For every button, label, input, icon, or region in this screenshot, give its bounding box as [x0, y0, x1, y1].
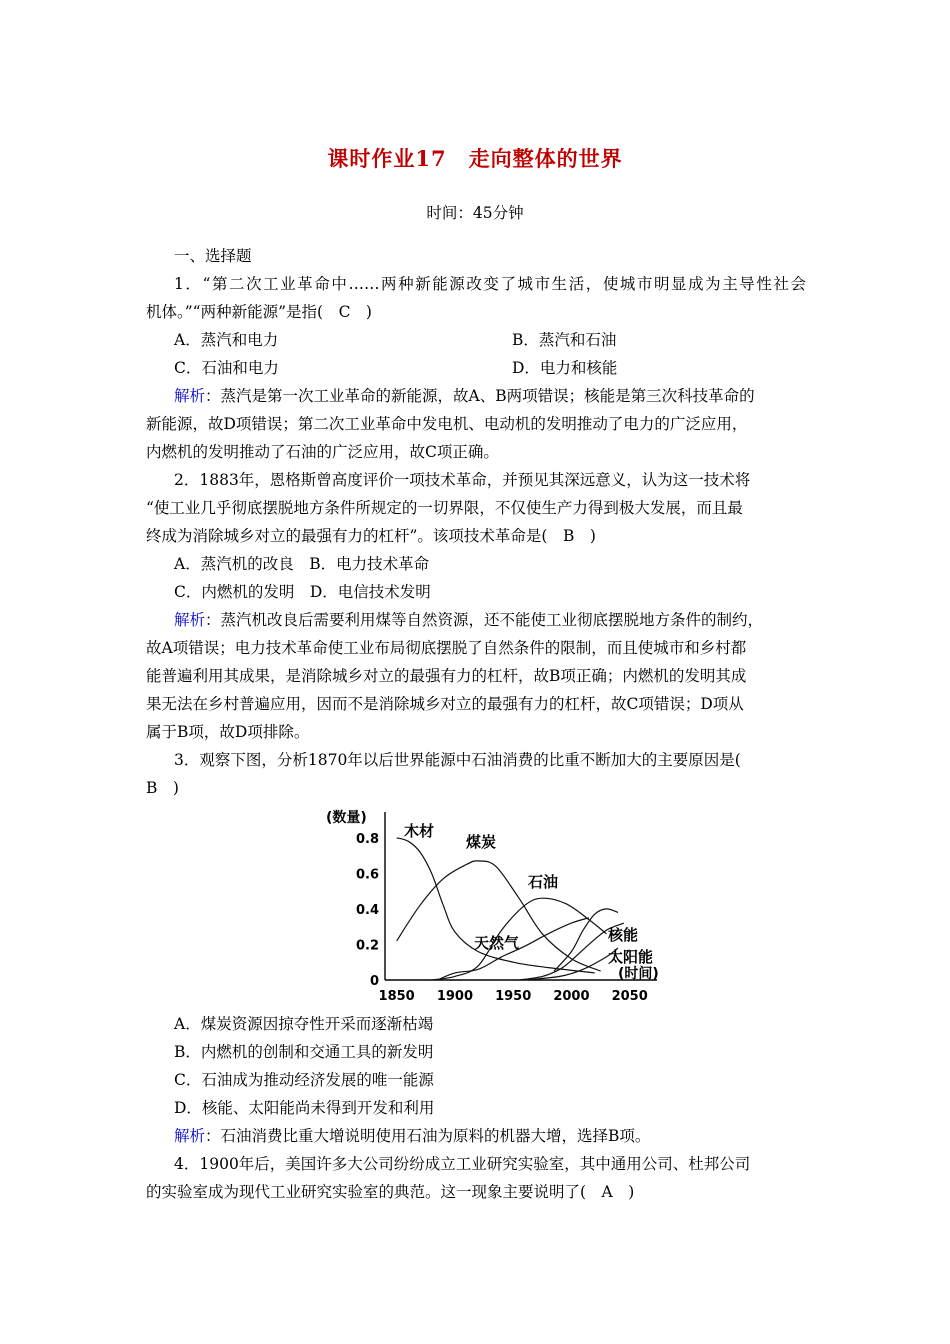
- series-line-2: [397, 861, 601, 971]
- y-tick-label: 0: [369, 974, 379, 989]
- energy-consumption-chart: [322, 802, 662, 1006]
- q1-stem-line2: 机体。”“两种新能源”是指( C ): [146, 303, 372, 321]
- q3-stem-line2: B ): [146, 779, 179, 797]
- q2-stem-line2: “使工业几乎彻底摆脱地方条件所规定的一切界限，不仅使生产力得到极大发展，而且最: [146, 499, 743, 517]
- section-heading: 一、选择题: [174, 247, 252, 265]
- x-tick-label: 1850: [378, 989, 415, 1004]
- y-tick-label: 0.8: [355, 831, 379, 847]
- y-tick-label: 0.6: [355, 867, 379, 883]
- analysis-label: 解析: [174, 387, 206, 405]
- q2-analysis-line5: 属于B项，故D项排除。: [146, 723, 310, 741]
- series-label: 太阳能: [608, 948, 654, 966]
- x-tick-label: 2050: [611, 989, 648, 1004]
- q2-analysis-line2: 故A项错误；电力技术革命使工业布局彻底摆脱了自然条件的限制，而且使城市和乡村都: [146, 639, 747, 657]
- analysis-label: 解析: [174, 1127, 206, 1145]
- x-tick-label: 1950: [495, 989, 532, 1004]
- q2-options-cd: C．内燃机的发明 D．电信技术发明: [174, 583, 431, 601]
- analysis-label: 解析: [174, 611, 206, 629]
- q2-analysis-line1: 解析：蒸汽机改良后需要利用煤等自然资源，还不能使工业彻底摆脱地方条件的制约，: [174, 611, 764, 629]
- series-label: 木材: [404, 822, 435, 840]
- q3-option-a: A．煤炭资源因掠夺性开采而逐渐枯竭: [174, 1015, 434, 1033]
- y-axis-title: (数量): [326, 810, 367, 826]
- q1-stem-line1: 1．“第二次工业革命中……两种新能源改变了城市生活，使城市明显成为主导性社会: [174, 275, 806, 293]
- page-title: 课时作业17 走向整体的世界: [327, 146, 623, 171]
- time-limit: 时间：45分钟: [426, 204, 524, 222]
- q1-analysis-line1: 解析：蒸汽是第一次工业革命的新能源，故A、B两项错误；核能是第三次科技革命的: [174, 387, 755, 405]
- series-line-1: [397, 838, 595, 973]
- q2-stem-line3: 终成为消除城乡对立的最强有力的杠杆”。该项技术革命是( B ): [146, 527, 596, 545]
- q3-analysis-line1: 解析：石油消费比重大增说明使用石油为原料的机器大增，选择B项。: [174, 1127, 651, 1145]
- x-tick-label: 1900: [436, 989, 474, 1004]
- q1-analysis-line3: 内燃机的发明推动了石油的广泛应用，故C项正确。: [146, 443, 499, 461]
- q4-stem-line2: 的实验室成为现代工业研究实验室的典范。这一现象主要说明了( A ): [146, 1183, 635, 1201]
- q2-analysis-line3: 能普遍利用其成果，是消除城乡对立的最强有力的杠杆，故B项正确；内燃机的发明其成: [146, 667, 747, 685]
- q1-option-b: B．蒸汽和石油: [512, 331, 617, 349]
- series-label: 天然气: [474, 934, 520, 952]
- q3-option-d: D．核能、太阳能尚未得到开发和利用: [174, 1099, 435, 1117]
- q2-options-ab: A．蒸汽机的改良 B．电力技术革命: [174, 555, 430, 573]
- q3-stem-line1: 3．观察下图，分析1870年以后世界能源中石油消费的比重不断加大的主要原因是(: [174, 751, 741, 769]
- q4-stem-line1: 4．1900年后，美国许多大公司纷纷成立工业研究实验室，其中通用公司、杜邦公司: [174, 1155, 751, 1173]
- q1-analysis-line2: 新能源，故D项错误；第二次工业革命中发电机、电动机的发明推动了电力的广泛应用，: [146, 415, 748, 433]
- x-tick-label: 2000: [553, 989, 590, 1004]
- q1-option-d: D．电力和核能: [512, 359, 618, 377]
- y-tick-label: 0.4: [355, 902, 379, 918]
- series-line-6: [525, 948, 618, 980]
- y-tick-label: 0.2: [355, 938, 379, 954]
- series-label: 核能: [608, 926, 639, 944]
- q3-option-c: C．石油成为推动经济发展的唯一能源: [174, 1071, 434, 1089]
- series-label: 石油: [528, 873, 559, 891]
- series-label: 煤炭: [466, 833, 497, 851]
- q1-option-c: C．石油和电力: [174, 359, 279, 377]
- q2-stem-line1: 2．1883年，恩格斯曾高度评价一项技术革命，并预见其深远意义，认为这一技术将: [174, 471, 751, 489]
- x-axis-title: (时间): [618, 966, 659, 982]
- q3-option-b: B．内燃机的创制和交通工具的新发明: [174, 1043, 434, 1061]
- q2-analysis-line4: 果无法在乡村普遍应用，因而不是消除城乡对立的最强有力的杠杆，故C项错误；D项从: [146, 695, 744, 713]
- q1-option-a: A．蒸汽和电力: [174, 331, 279, 349]
